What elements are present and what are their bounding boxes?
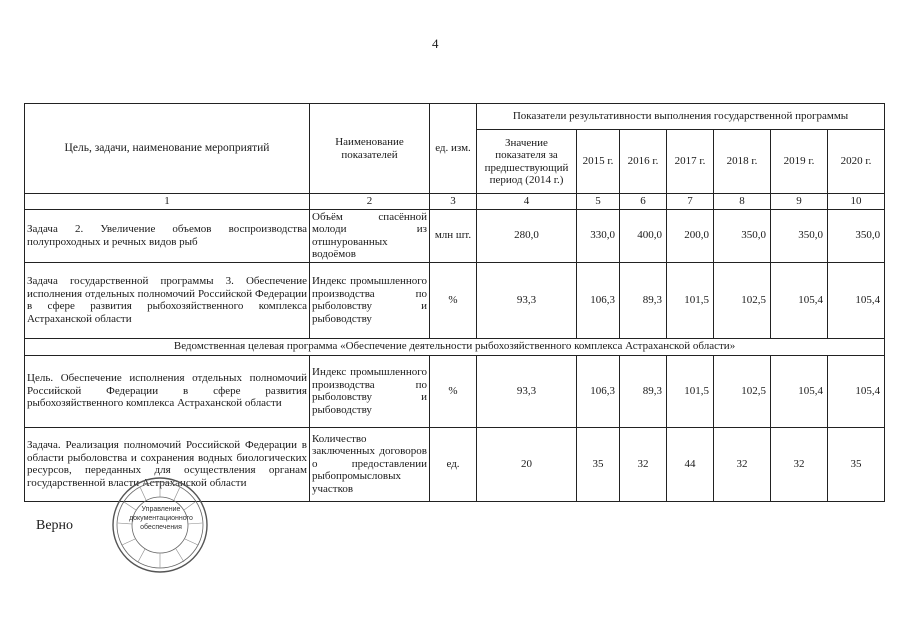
row-unit: %	[430, 262, 477, 338]
column-number: 7	[667, 194, 714, 210]
header-goal: Цель, задачи, наименование мероприятий	[25, 104, 310, 194]
table-row	[25, 355, 885, 427]
column-number: 9	[771, 194, 828, 210]
column-number: 1	[25, 194, 310, 210]
header-prev-value: Значение показателя за предшествующий период (2014 г.)	[477, 130, 577, 194]
row-value-2018: 350,0	[714, 209, 771, 262]
column-number-row	[25, 194, 885, 210]
row-prev-value: 20	[477, 427, 577, 501]
row-value-2016: 89,3	[620, 355, 667, 427]
stamp-text: Управление документационного обеспечения	[129, 506, 193, 531]
row-value-2020: 105,4	[828, 355, 885, 427]
row-value-2017: 200,0	[667, 209, 714, 262]
header-unit: ед. изм.	[430, 104, 477, 194]
header-year-2018: 2018 г.	[714, 130, 771, 194]
row-value-2019: 105,4	[771, 262, 828, 338]
column-number: 6	[620, 194, 667, 210]
column-number: 2	[310, 194, 430, 210]
row-value-2017: 101,5	[667, 262, 714, 338]
row-value-2018: 102,5	[714, 262, 771, 338]
header-year-2019: 2019 г.	[771, 130, 828, 194]
row-value-2015: 330,0	[577, 209, 620, 262]
row-unit: %	[430, 355, 477, 427]
row-value-2015: 106,3	[577, 262, 620, 338]
page-number: 4	[432, 36, 439, 51]
header-group: Показатели результативности выполнения государственной программы	[477, 104, 885, 130]
table-row	[25, 209, 885, 262]
row-value-2018: 32	[714, 427, 771, 501]
row-value-2019: 105,4	[771, 355, 828, 427]
row-indicator: Индекс промышленного производства по рыболовству и рыбоводству	[310, 355, 430, 427]
program-title-row	[25, 338, 885, 355]
row-goal: Цель. Обеспечение исполнения отдельных полномочий Российской Федерации в сфере развития рыбохозяйственного комплекса Астраханской области	[25, 355, 310, 427]
row-value-2016: 32	[620, 427, 667, 501]
row-value-2015: 35	[577, 427, 620, 501]
row-value-2016: 400,0	[620, 209, 667, 262]
header-year-2020: 2020 г.	[828, 130, 885, 194]
row-goal: Задача государственной программы 3. Обеспечение исполнения отдельных полномочий Российской Федерации в сфере развития рыбохозяйственного комплекса Астраханской области	[25, 262, 310, 338]
column-number: 3	[430, 194, 477, 210]
header-year-2015: 2015 г.	[577, 130, 620, 194]
row-prev-value: 93,3	[477, 355, 577, 427]
row-value-2019: 350,0	[771, 209, 828, 262]
row-value-2017: 101,5	[667, 355, 714, 427]
column-number: 8	[714, 194, 771, 210]
row-unit: ед.	[430, 427, 477, 501]
row-prev-value: 93,3	[477, 262, 577, 338]
row-value-2020: 105,4	[828, 262, 885, 338]
row-value-2016: 89,3	[620, 262, 667, 338]
row-value-2020: 35	[828, 427, 885, 501]
column-number: 10	[828, 194, 885, 210]
indicators-table	[24, 103, 885, 502]
row-value-2017: 44	[667, 427, 714, 501]
header-year-2016: 2016 г.	[620, 130, 667, 194]
row-goal: Задача 2. Увеличение объемов воспроизводства полупроходных и речных видов рыб	[25, 209, 310, 262]
header-year-2017: 2017 г.	[667, 130, 714, 194]
row-value-2019: 32	[771, 427, 828, 501]
row-indicator: Объём спасённой молоди из отшнурованных водоёмов	[310, 209, 430, 262]
row-value-2015: 106,3	[577, 355, 620, 427]
row-prev-value: 280,0	[477, 209, 577, 262]
row-indicator: Количество заключенных договоров о предоставлении рыбопромысловых участков	[310, 427, 430, 501]
header-indicator: Наименование показателей	[310, 104, 430, 194]
column-number: 4	[477, 194, 577, 210]
program-title: Ведомственная целевая программа «Обеспечение деятельности рыбохозяйственного комплекса Астраханской области»	[25, 338, 885, 355]
column-number: 5	[577, 194, 620, 210]
row-goal: Задача. Реализация полномочий Российской Федерации в области рыболовства и сохранения водных биологических ресурсов, переданных для осуществления органам государственной власти Астраханской области	[25, 427, 310, 501]
table-row	[25, 262, 885, 338]
row-value-2020: 350,0	[828, 209, 885, 262]
row-value-2018: 102,5	[714, 355, 771, 427]
row-unit: млн шт.	[430, 209, 477, 262]
verno-label: Верно	[36, 518, 74, 533]
row-indicator: Индекс промышленного производства по рыболовству и рыбоводству	[310, 262, 430, 338]
